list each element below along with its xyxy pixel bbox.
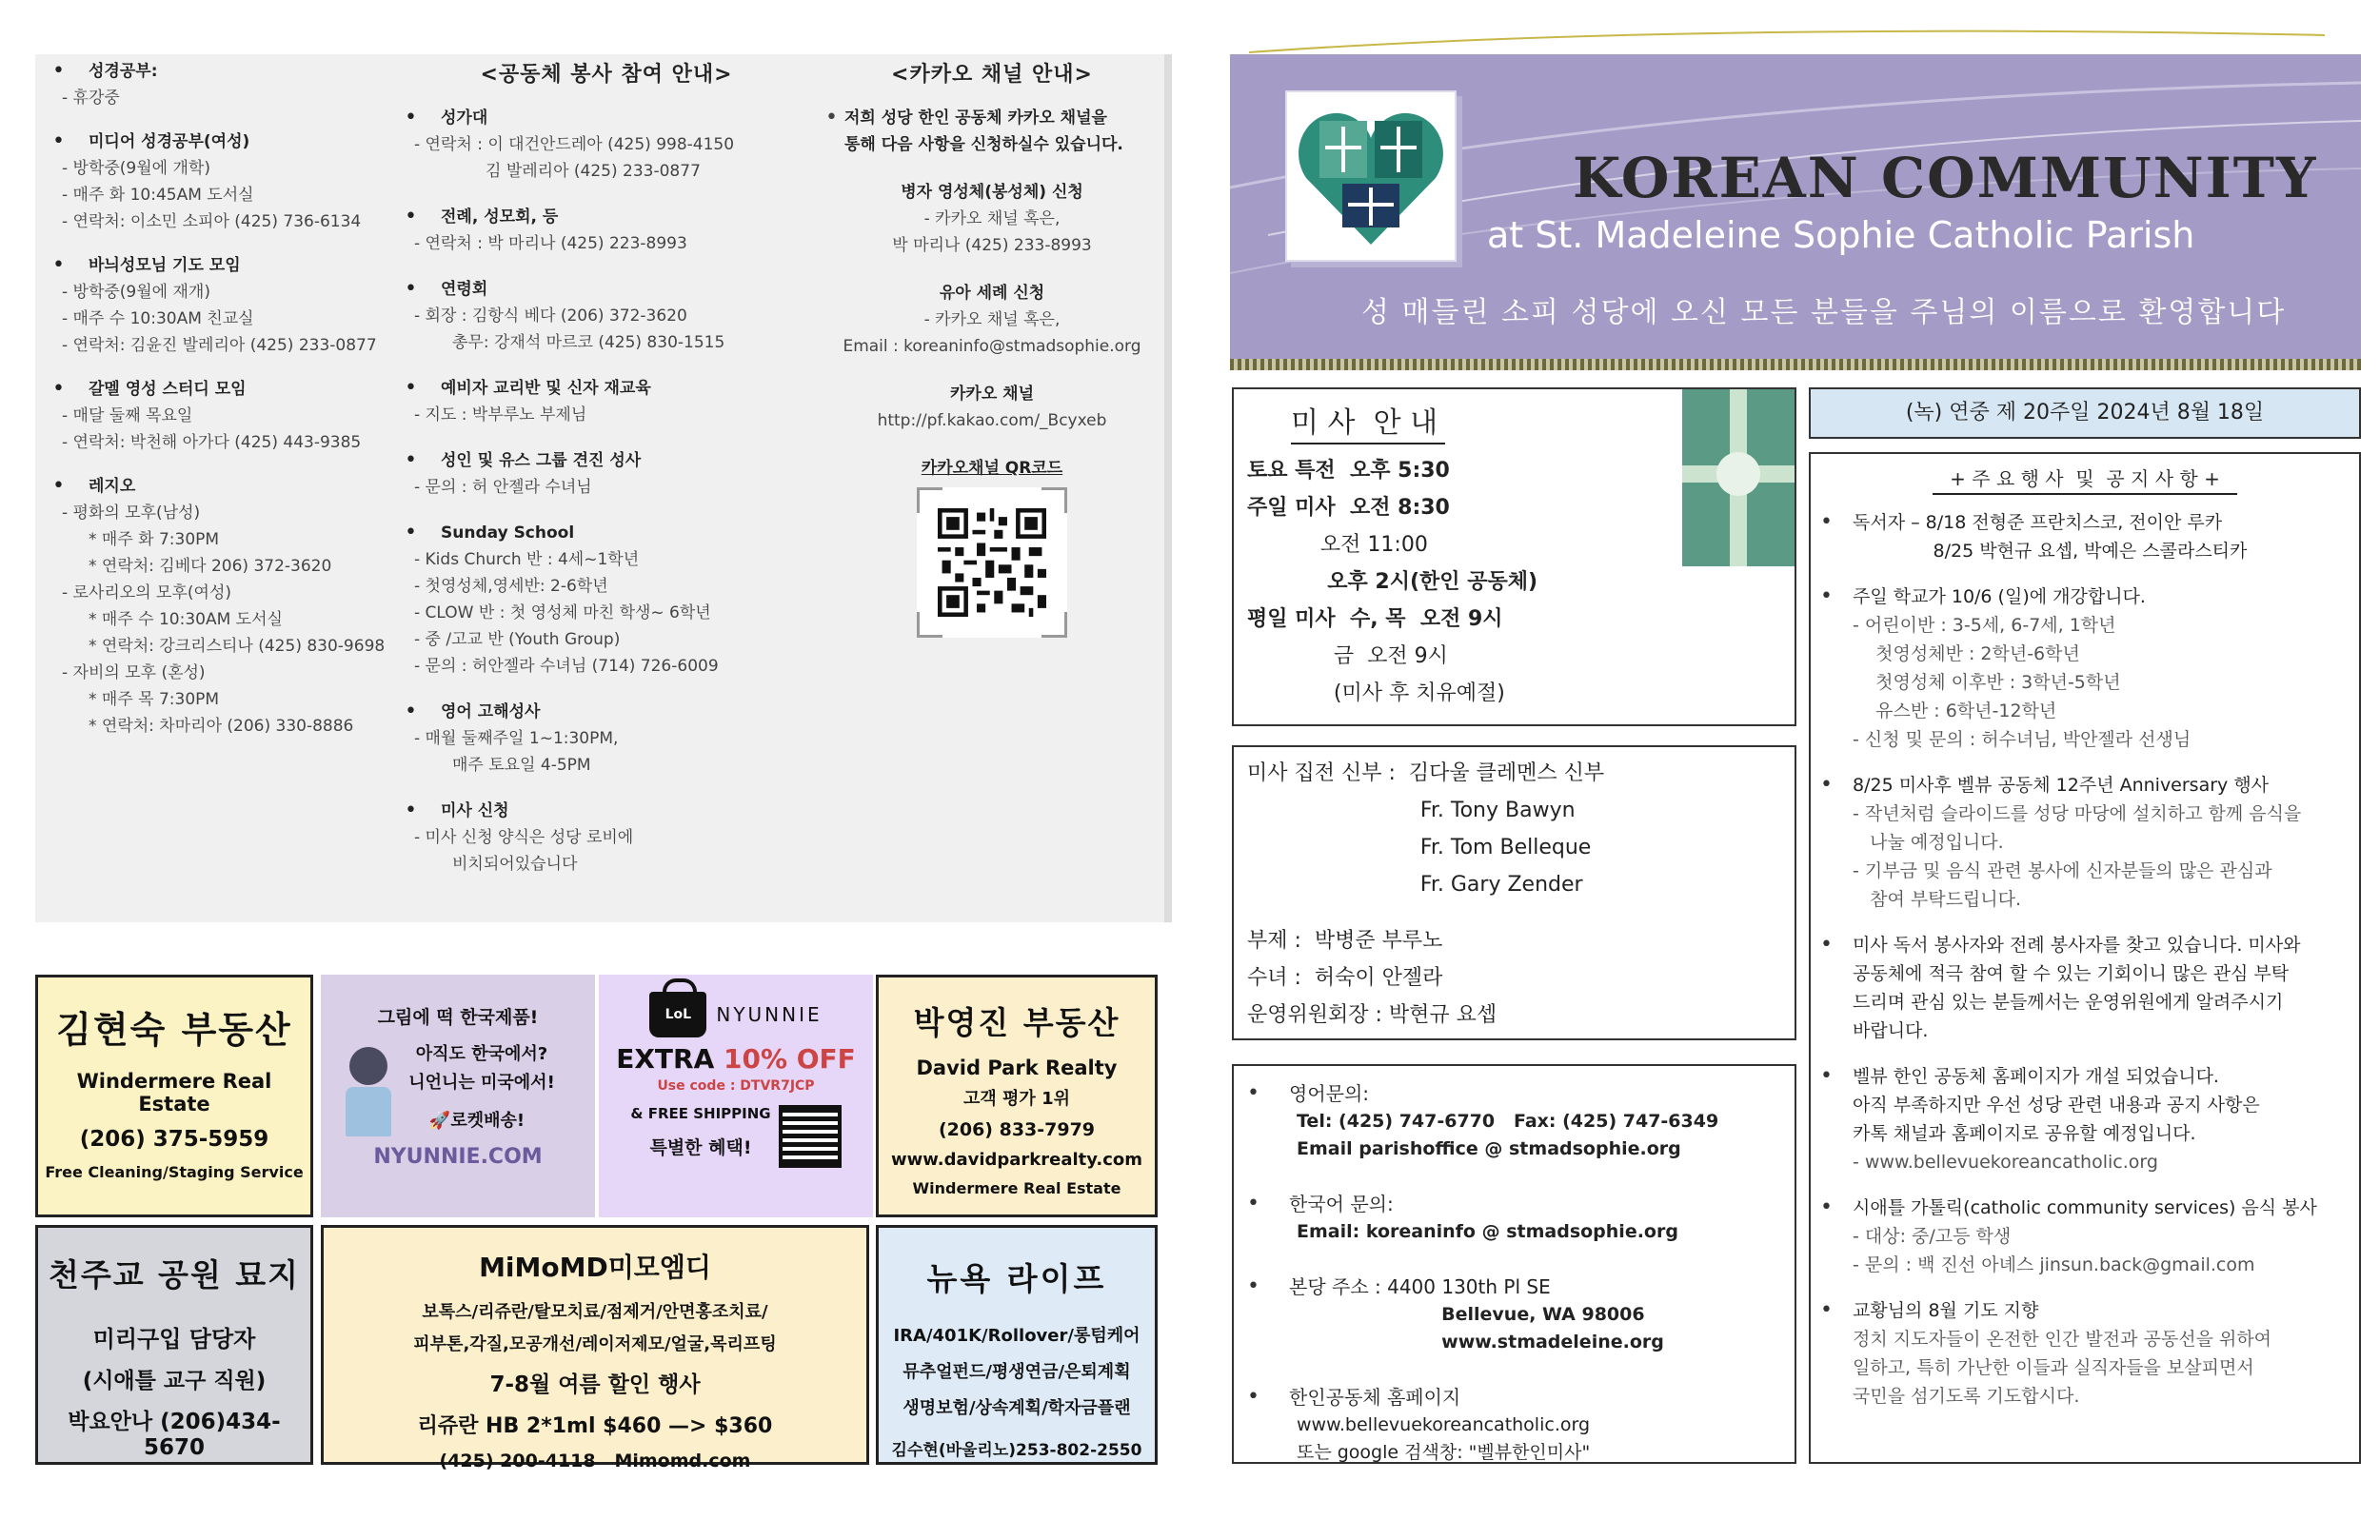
qr-label: 카카오채널 QR코드 (921, 459, 1063, 478)
service-detail: - 연락처 : 이 대건안드레아 (425) 998-4150 (414, 135, 735, 154)
notice-item (1811, 1194, 2359, 1279)
service-section (397, 447, 816, 501)
notice-text: • 주일 학교가 10/6 (일)에 개강합니다. (1853, 586, 2146, 607)
kakao-block-title: 유아 세례 신청 (939, 284, 1045, 303)
ministry-detail: - 방학중(9월에 재개) (62, 283, 210, 302)
ministry-detail: - 자비의 모후 (혼성) (62, 663, 206, 682)
notice-list (1811, 508, 2359, 1411)
contact-detail: Email parishoffice @ stmadsophie.org (1297, 1138, 1681, 1159)
ad-park-realty[interactable]: 박영진 부동산 David Park Realty 고객 평가 1위 (206) 833-7979 www.davidparkrealty.com Windermere Real Estate (876, 975, 1158, 1217)
clergy-row: 수녀 : 허숙이 안젤라 (1247, 966, 1443, 990)
notice-subtext: - 문의 : 백 진선 아녜스 jinsun.back@gmail.com (1853, 1254, 2255, 1275)
kakao-intro: • 저희 성당 한인 공동체 카카오 채널을 통해 다음 사항을 신청하실수 있습니다. (825, 106, 1123, 154)
service-section (397, 375, 816, 428)
contact-detail: Tel: (425) 747-6770 Fax: (425) 747-6349 (1297, 1111, 1719, 1132)
contact-title: • 본당 주소 : 4400 130th Pl SE (1289, 1275, 1551, 1298)
ad-nyunnie-1[interactable]: 그림에 떡 한국제품! 아직도 한국에서? 니언니는 미국에서! 🚀로켓배송! NYUNNIE.COM (321, 975, 595, 1217)
notice-text: • 미사 독서 봉사자와 전례 봉사자를 찾고 있습니다. 미사와 (1853, 935, 2301, 956)
notice-text: 바랍니다. (1853, 1020, 1929, 1041)
ministry-detail: - 평화의 모후(남성) (62, 503, 201, 523)
notice-subtext: 일하고, 특히 가난한 이들과 실직자들을 보살피면서 (1853, 1357, 2254, 1378)
parish-logo-icon (1285, 90, 1457, 262)
notice-subtext: 국민을 섬기도록 기도합시다. (1853, 1386, 2080, 1407)
ad-kim-realty[interactable]: 김현숙 부동산 Windermere Real Estate (206) 375-5959 Free Cleaning/Staging Service (35, 975, 313, 1217)
mass-time-row: 주일 미사 오전 8:30 (1247, 496, 1450, 520)
kakao-block-detail: http://pf.kakao.com/_Bcyxeb (877, 411, 1107, 430)
service-heading: <공동체 봉사 참여 안내> (480, 63, 733, 87)
ministry-section (45, 58, 426, 111)
service-detail: - 지도 : 박부루노 부제님 (414, 405, 587, 424)
service-title: • 영어 고해성사 (441, 702, 541, 721)
clergy-box (1232, 745, 1796, 1040)
ministry-detail: - 연락처: 박천해 아가다 (425) 443-9385 (62, 433, 362, 452)
ministry-detail: * 연락처: 강크리스티나 (425) 830-9698 (89, 637, 386, 656)
ministry-section (45, 376, 426, 456)
nyunnie-qr-icon (779, 1105, 842, 1168)
ministry-detail: - 연락처: 이소민 소피아 (425) 736-6134 (62, 212, 362, 231)
ministry-detail: - 연락처: 김윤진 발레리아 (425) 233-0877 (62, 336, 377, 355)
contact-item (1234, 1190, 1795, 1246)
notice-subtext: 첫영성체반 : 2학년-6학년 (1853, 643, 2080, 664)
clergy-row: 미사 집전 신부 : 김다울 클레멘스 신부 (1247, 761, 1605, 785)
clergy-list (1247, 755, 1604, 1034)
notice-text: 드리며 관심 있는 분들께서는 운영위원에게 알려주시기 (1853, 992, 2284, 1013)
notice-text: • 시애틀 가톨릭(catholic community services) 음식 봉사 (1853, 1197, 2317, 1218)
ministry-title: • 성경공부: (89, 62, 158, 81)
kakao-block-title: 병자 영성체(봉성체) 신청 (901, 183, 1083, 202)
notice-item (1811, 1296, 2359, 1411)
qr-pattern-icon (938, 508, 1046, 617)
notice-subtext: - 대상: 중/고등 학생 (1853, 1226, 2012, 1247)
clergy-row: Fr. Tom Belleque (1247, 836, 1592, 859)
contact-title: • 한인공동체 홈페이지 (1289, 1386, 1461, 1409)
banner-divider (1230, 359, 2361, 370)
notice-heading: + 주 요 행 사 및 공 지 사 항 + (1950, 467, 2220, 490)
ministry-detail: - 로사리오의 모후(여성) (62, 583, 232, 602)
notice-item (1811, 508, 2359, 565)
notice-text: • 독서자 – 8/18 전형준 프란치스코, 전이안 루카 (1853, 512, 2223, 533)
notice-subtext: 유스반 : 6학년-12학년 (1853, 701, 2057, 721)
notice-subtext: - 작년처럼 슬라이드를 성당 마당에 설치하고 함께 음식을 (1853, 803, 2302, 824)
ministry-title: • 바늬성모님 기도 모임 (89, 256, 241, 275)
notice-item (1811, 582, 2359, 754)
ad-cemetery[interactable]: 천주교 공원 묘지 미리구입 담당자 (시애틀 교구 직원) 박요안나 (206)434-5670 (35, 1225, 313, 1465)
notice-box (1809, 452, 2361, 1464)
service-detail: - 첫영성체,영세반: 2-6학년 (414, 577, 608, 596)
ministry-detail: - 휴강중 (62, 89, 120, 108)
service-title: • 연령회 (441, 280, 488, 299)
service-section (397, 798, 816, 878)
service-detail: - Kids Church 반 : 4세~1학년 (414, 550, 640, 569)
clergy-row: 운영위원회장 : 박현규 요셉 (1247, 1003, 1497, 1027)
ministry-detail: * 매주 목 7:30PM (89, 690, 220, 709)
notice-text: 공동체에 적극 참여 할 수 있는 기회이니 많은 관심 부탁 (1853, 963, 2290, 984)
clergy-row: 부제 : 박병준 부루노 (1247, 929, 1443, 953)
contact-item (1234, 1383, 1795, 1467)
rocket-icon: 🚀 (428, 1111, 451, 1131)
notice-subtext: - www.bellevuekoreancatholic.org (1853, 1152, 2158, 1173)
service-detail: 매주 토요일 4-5PM (452, 756, 591, 775)
kakao-column (825, 58, 1159, 638)
ministry-detail: - 매주 화 10:45AM 도서실 (62, 186, 254, 205)
mass-time-row: 오후 2시(한인 공동체) (1247, 570, 1538, 594)
service-detail: - 중 /고교 반 (Youth Group) (414, 630, 621, 649)
service-section (397, 105, 816, 185)
service-section (397, 276, 816, 356)
ad-nyunnie-2[interactable]: LoL NYUNNIE EXTRA 10% OFF Use code : DTVR7JCP & FREE SHIPPING 특별한 혜택! (599, 975, 873, 1217)
contact-list (1234, 1079, 1795, 1493)
ministry-section (45, 473, 426, 740)
notice-item (1811, 1062, 2359, 1176)
ministry-detail: * 연락처: 김베다 206) 372-3620 (89, 557, 332, 576)
notice-subtext: - 기부금 및 음식 관련 봉사에 신자분들의 많은 관심과 (1853, 860, 2272, 881)
contact-title: • 영어문의: (1289, 1082, 1370, 1105)
contact-detail: www.stmadeleine.org (1297, 1332, 1664, 1352)
contact-item (1234, 1273, 1795, 1356)
service-section (397, 520, 816, 680)
kakao-block-detail: Email : koreaninfo@stmadsophie.org (843, 337, 1141, 356)
notice-subtext: - 어린이반 : 3-5세, 6-7세, 1학년 (1853, 615, 2116, 636)
service-detail: - 문의 : 허안젤라 수녀님 (714) 726-6009 (414, 657, 719, 676)
contact-detail: 또는 google 검색창: "벨뷰한인미사" (1297, 1442, 1591, 1463)
service-title: • 전례, 성모회, 등 (441, 207, 559, 227)
qr-code[interactable] (917, 487, 1067, 638)
banner-title: KOREAN COMMUNITY (1573, 146, 2318, 210)
mass-time-row: 금 오전 9시 (1247, 644, 1448, 668)
service-detail: 비치되어있습니다 (452, 855, 578, 874)
kakao-block (825, 381, 1159, 434)
ministry-detail: - 매달 둘째 목요일 (62, 406, 193, 425)
kakao-block-title: 카카오 채널 (949, 385, 1035, 404)
girl-illustration-icon (342, 1047, 395, 1152)
ad-mimomd[interactable]: MiMoMD미모엠디 보톡스/리쥬란/탈모치료/점제거/안면홍조치료/ 피부톤,각질,모공개선/레이저제모/얼굴,목리프팅 7-8월 여름 할인 행사 리쥬란 HB 2*1ml $460 —> $360 (425) 200-4118 Mimomd.com (321, 1225, 869, 1465)
mass-times (1247, 452, 1537, 712)
notice-subtext: 첫영성체 이후반 : 3학년-5학년 (1853, 672, 2121, 693)
service-title: • 성인 및 유스 그룹 견진 성사 (441, 451, 642, 470)
clergy-row: Fr. Tony Bawyn (1247, 799, 1576, 822)
shopping-bag-icon: LoL (649, 992, 706, 1037)
service-section (397, 699, 816, 779)
notice-subtext: - 신청 및 문의 : 허수녀님, 박안젤라 선생님 (1853, 729, 2192, 750)
kakao-block-detail: - 카카오 채널 혹은, (923, 209, 1061, 228)
notice-item (1811, 931, 2359, 1045)
notice-text: 8/25 박현규 요셉, 박예은 스콜라스티카 (1853, 541, 2248, 562)
ministry-detail: * 매주 수 10:30AM 도서실 (89, 610, 283, 629)
notice-subtext: 참여 부탁드립니다. (1853, 889, 2022, 910)
ministry-column (45, 58, 426, 757)
contact-item (1234, 1079, 1795, 1163)
ministry-detail: * 연락처: 차마리아 (206) 330-8886 (89, 717, 354, 736)
left-info-panel (35, 54, 1172, 922)
mass-time-row: 토요 특전 오후 5:30 (1247, 459, 1450, 483)
banner-swoosh-icon (1230, 24, 2361, 56)
service-section (397, 204, 816, 257)
ministry-title: • 갈멜 영성 스터디 모임 (89, 380, 247, 399)
mass-heading: 미 사 안 내 (1291, 399, 1445, 444)
service-title: • 미사 신청 (441, 801, 509, 820)
ministry-title: • 미디어 성경공부(여성) (89, 132, 250, 151)
notice-text: 아직 부족하지만 우선 성당 관련 내용과 공지 사항은 (1853, 1095, 2260, 1116)
service-detail: 김 발레리아 (425) 233-0877 (486, 162, 701, 181)
clergy-row: Fr. Gary Zender (1247, 873, 1583, 897)
contact-title: • 한국어 문의: (1289, 1193, 1394, 1215)
service-column (397, 58, 816, 897)
header-banner (1230, 54, 2361, 359)
notice-text: • 교황님의 8월 기도 지향 (1853, 1300, 2039, 1321)
mass-time-row: 오전 11:00 (1247, 533, 1428, 557)
service-detail: - 문의 : 허 안젤라 수녀님 (414, 478, 592, 497)
contact-detail: Email: koreaninfo @ stmadsophie.org (1297, 1221, 1678, 1242)
ad-newyork-life[interactable]: 뉴욕 라이프 IRA/401K/Rollover/롱텀케어 뮤추얼펀드/평생연금/은퇴계획 생명보험/상속계획/학자금플랜 김수현(바울리노)253-802-2550 (876, 1225, 1158, 1465)
ministry-detail: - 방학중(9월에 개학) (62, 159, 210, 178)
date-header-box (1809, 387, 2361, 439)
service-detail: - CLOW 반 : 첫 영성체 마친 학생~ 6학년 (414, 603, 711, 622)
ministry-detail: * 매주 화 7:30PM (89, 530, 220, 549)
service-detail: - 매월 둘째주일 1~1:30PM, (414, 729, 619, 748)
mass-schedule-box (1232, 387, 1796, 726)
service-title: • Sunday School (441, 523, 575, 543)
notice-text: • 벨뷰 한인 공동체 홈페이지가 개설 되었습니다. (1853, 1066, 2219, 1087)
kakao-block (825, 280, 1159, 360)
service-title: • 성가대 (441, 109, 488, 128)
contact-detail: Bellevue, WA 98006 (1297, 1304, 1645, 1325)
ministry-title: • 레지오 (89, 477, 136, 496)
contact-box (1232, 1064, 1796, 1464)
liturgical-date: (녹) 연중 제 20주일 2024년 8월 18일 (1905, 401, 2265, 424)
banner-subtitle: at St. Madeleine Sophie Catholic Parish (1487, 214, 2195, 256)
notice-item (1811, 771, 2359, 914)
kakao-block-detail: 박 마리나 (425) 233-8993 (892, 236, 1092, 255)
kakao-block (825, 179, 1159, 259)
service-detail: - 회장 : 김항식 베다 (206) 372-3620 (414, 306, 687, 326)
mass-time-row: (미사 후 치유예절) (1247, 681, 1505, 705)
service-detail: - 미사 신청 양식은 성당 로비에 (414, 828, 634, 847)
service-detail: 총무: 강재석 마르코 (425) 830-1515 (452, 333, 725, 352)
banner-welcome: 성 매들린 소피 성당에 오신 모든 분들을 주님의 이름으로 환영합니다 (1361, 296, 2287, 329)
mass-time-row: 평일 미사 수, 목 오전 9시 (1247, 607, 1503, 631)
ministry-section (45, 128, 426, 235)
ministry-detail: - 매주 수 10:30AM 친교실 (62, 309, 254, 328)
contact-detail: www.bellevuekoreancatholic.org (1297, 1414, 1591, 1435)
clergy-row (1247, 903, 1604, 922)
notice-subtext: 정치 지도자들이 온전한 인간 발전과 공동선을 위하여 (1853, 1329, 2272, 1350)
notice-text: 카톡 채널과 홈페이지로 공유할 예정입니다. (1853, 1123, 2196, 1144)
service-detail: - 연락처 : 박 마리나 (425) 223-8993 (414, 234, 687, 253)
notice-subtext: 나눌 예정입니다. (1853, 832, 2004, 853)
kakao-block-detail: - 카카오 채널 혹은, (923, 310, 1061, 329)
ribbon-graphic-icon (1682, 389, 1795, 566)
ministry-section (45, 252, 426, 359)
service-title: • 예비자 교리반 및 신자 재교육 (441, 379, 651, 398)
ad-title: 김현숙 부동산 (56, 1009, 292, 1051)
kakao-heading: <카카오 채널 안내> (891, 63, 1093, 87)
notice-text: • 8/25 미사후 벨뷰 공동체 12주년 Anniversary 행사 (1853, 775, 2270, 796)
